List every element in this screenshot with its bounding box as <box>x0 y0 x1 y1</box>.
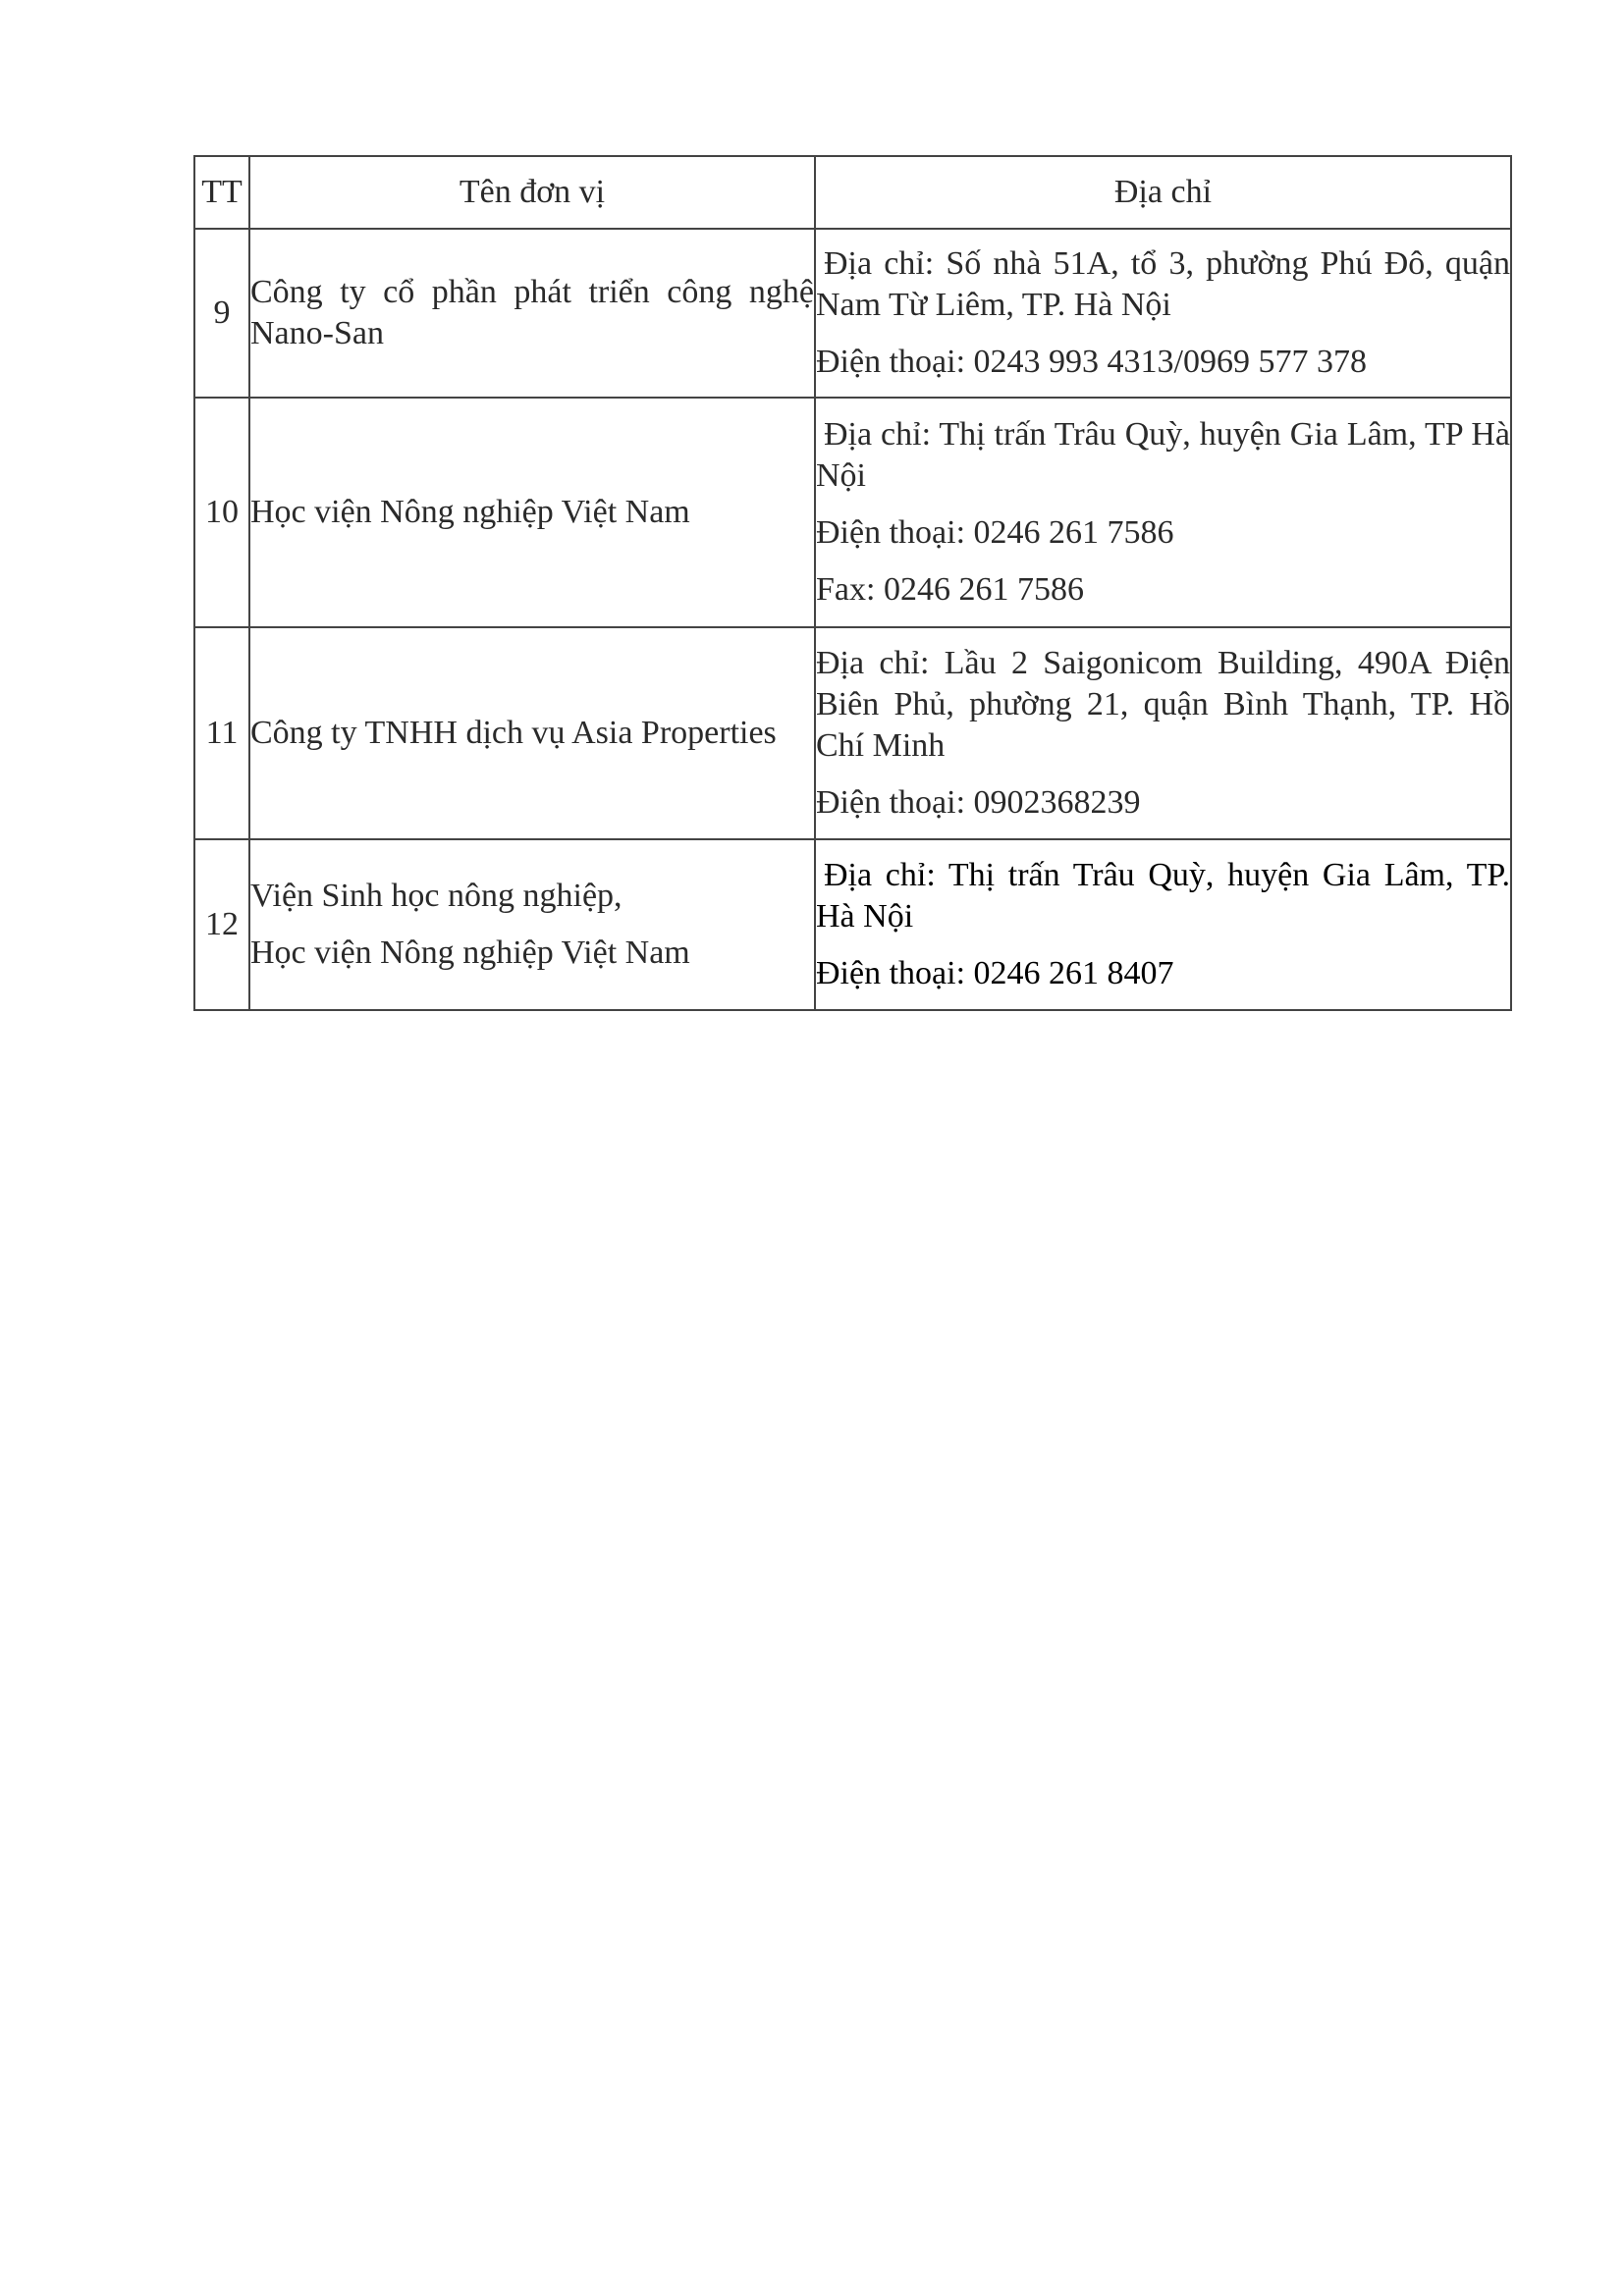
table-row <box>194 229 1511 398</box>
header-address: Địa chỉ <box>815 156 1511 229</box>
unit-name: Công ty cổ phần phát triển công nghệ Nano-San <box>250 274 814 351</box>
phone-line: Điện thoại: 0243 993 4313/0969 577 378 <box>816 344 1367 380</box>
phone-line: Điện thoại: 0246 261 8407 <box>816 955 1174 991</box>
address-cell <box>815 229 1511 398</box>
unit-name-cell <box>249 229 815 398</box>
table-header-row <box>194 156 1511 229</box>
phone-line: Điện thoại: 0246 261 7586 <box>816 514 1174 551</box>
address-cell <box>815 627 1511 839</box>
unit-name: Học viện Nông nghiệp Việt Nam <box>250 494 690 530</box>
row-number: 9 <box>194 229 249 398</box>
table-row <box>194 839 1511 1010</box>
row-number: 12 <box>194 839 249 1010</box>
fax-line: Fax: 0246 261 7586 <box>816 571 1084 608</box>
parent-unit-name: Học viện Nông nghiệp Việt Nam <box>250 934 690 971</box>
table-row <box>194 627 1511 839</box>
unit-name-cell <box>249 627 815 839</box>
unit-name: Công ty TNHH dịch vụ Asia Properties <box>250 715 777 751</box>
row-number: 10 <box>194 398 249 627</box>
unit-name-cell <box>249 839 815 1010</box>
phone-line: Điện thoại: 0902368239 <box>816 784 1141 821</box>
header-tt: TT <box>194 156 249 229</box>
header-unit-name: Tên đơn vị <box>249 156 815 229</box>
address-cell <box>815 398 1511 627</box>
address-line: Địa chỉ: Thị trấn Trâu Quỳ, huyện Gia Lâm, TP Hà Nội <box>816 416 1510 494</box>
address-line: Địa chỉ: Thị trấn Trâu Quỳ, huyện Gia Lâm, TP. Hà Nội <box>816 857 1510 934</box>
unit-name-cell <box>249 398 815 627</box>
address-line: Địa chỉ: Lầu 2 Saigonicom Building, 490A Điện Biên Phủ, phường 21, quận Bình Thạnh, TP. Hồ Chí Minh <box>816 645 1510 764</box>
address-cell <box>815 839 1511 1010</box>
organization-address-table <box>193 155 1512 1011</box>
address-line: Địa chỉ: Số nhà 51A, tổ 3, phường Phú Đô, quận Nam Từ Liêm, TP. Hà Nội <box>816 245 1510 323</box>
table-row <box>194 398 1511 627</box>
unit-name: Viện Sinh học nông nghiệp, <box>250 878 623 914</box>
row-number: 11 <box>194 627 249 839</box>
